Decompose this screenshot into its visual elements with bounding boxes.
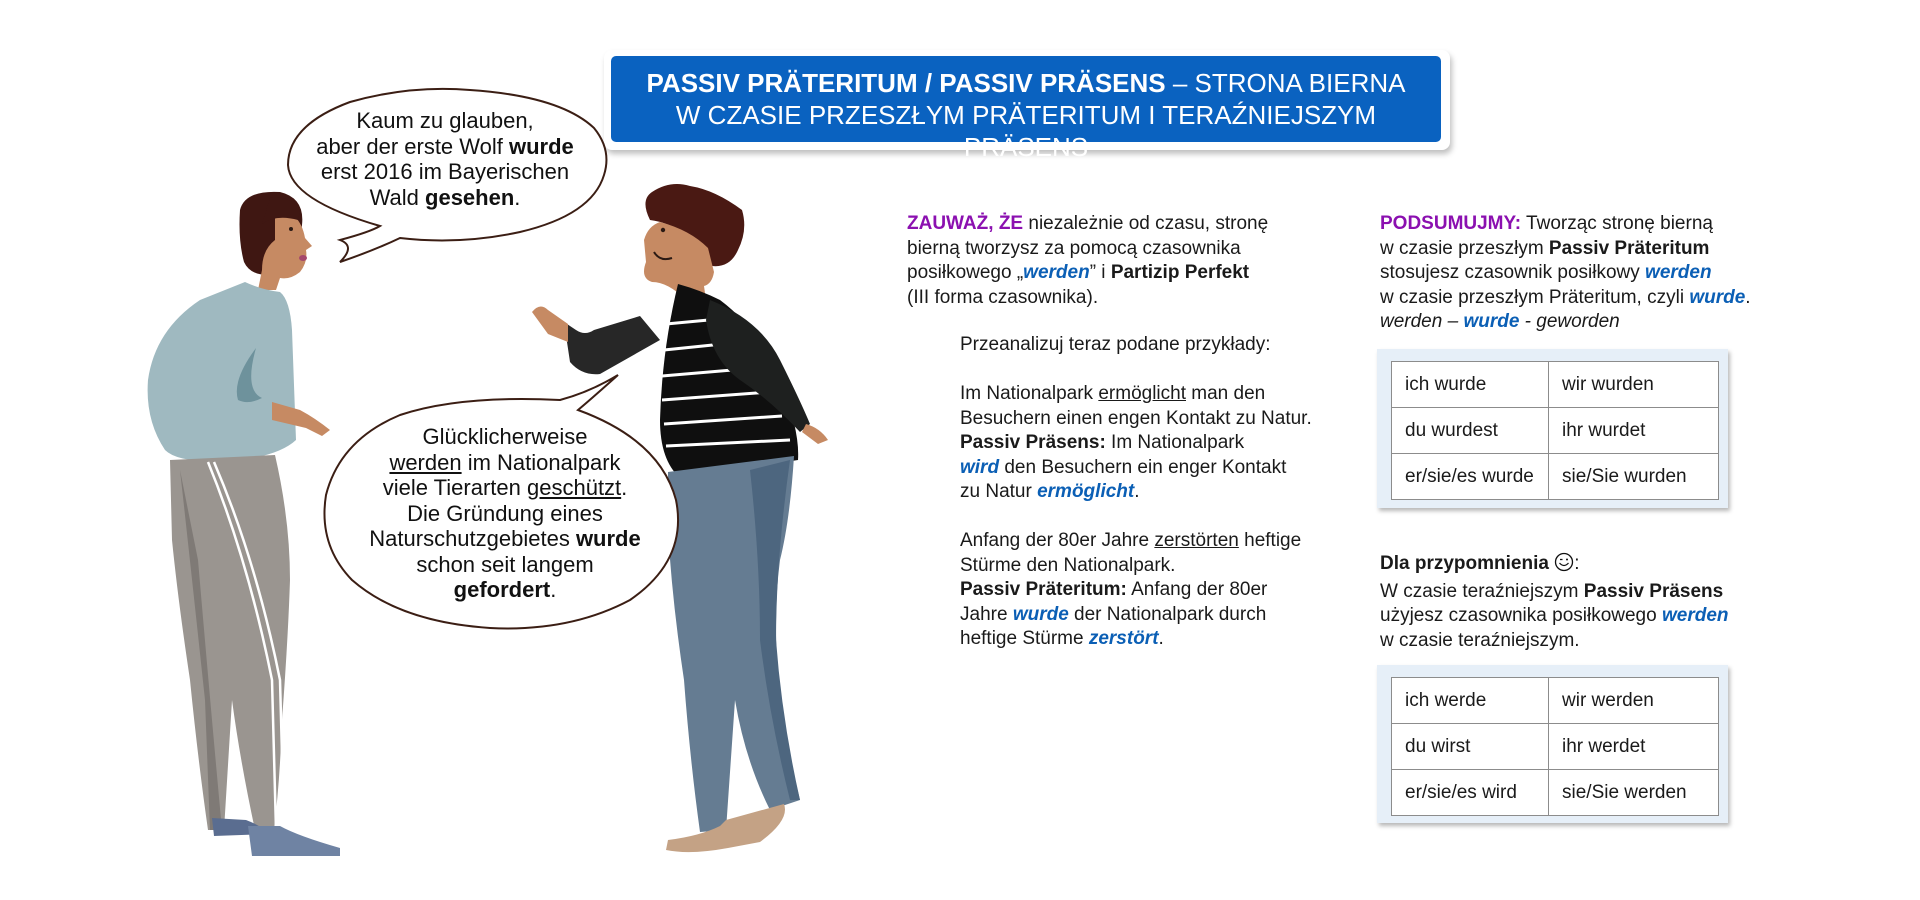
bubble-2-line: Naturschutzgebietes wurde (369, 526, 641, 551)
note-line: (III forma czasownika). (907, 286, 1099, 308)
bubble-1-line: aber der erste Wolf wurde (316, 133, 574, 159)
winking-smiley-icon (1554, 552, 1574, 580)
table-cell: du wirst (1392, 724, 1549, 770)
table-row (1392, 678, 1719, 724)
bubble-1-line: Wald gesehen. (369, 184, 521, 210)
table-cell: er/sie/es wurde (1392, 454, 1549, 500)
table-cell: ihr wurdet (1549, 408, 1719, 454)
bubble-1-line: erst 2016 im Bayerischen (320, 159, 570, 184)
table-row (1392, 770, 1719, 816)
table-cell: ihr werdet (1549, 724, 1719, 770)
note-line: posiłkowego „werden” i Partizip Perfekt (907, 262, 1250, 283)
examples-intro: Przeanalizuj teraz podane przykłady: (960, 334, 1271, 355)
table-cell: ich werde (1392, 678, 1549, 724)
examples-section (960, 333, 1360, 652)
table-row (1392, 362, 1719, 408)
bubble-2-line: gefordert. (453, 577, 557, 602)
table-cell: wir wurden (1549, 362, 1719, 408)
table-cell: sie/Sie werden (1549, 770, 1719, 816)
bubble-1-line: Kaum zu glauben, (356, 108, 534, 133)
example-2: Anfang der 80er Jahre zerstörten heftige Stürme den Nationalpark. Passiv Präteritum: Anfang der 80er Jahre wurde der Nationalpark durch heftige Stürme zerstört. (960, 530, 1302, 649)
banner-title-bold: PASSIV PRÄTERITUM / PASSIV PRÄSENS (646, 68, 1166, 98)
table-row (1392, 408, 1719, 454)
bubble-2-line: viele Tierarten geschützt. (382, 475, 628, 500)
summary-paragraph: PODSUMUJMY: Tworząc stronę bierną w czasie przeszłym Passiv Präteritum stosujesz czasownik posiłkowy werden w czasie przeszłym Präteritum, czyli wurde. werden – wurde - geworden (1380, 213, 1751, 332)
title-banner (611, 56, 1441, 162)
table-cell: er/sie/es wird (1392, 770, 1549, 816)
banner-subtitle: W CZASIE PRZESZŁYM PRÄTERITUM I TERAŹNIEJSZYM PRÄSENS (675, 100, 1377, 162)
table-cell: wir werden (1549, 678, 1719, 724)
praeteritum-conjugation-table (1391, 361, 1719, 500)
bubble-2-line: schon seit langem (416, 551, 594, 577)
note-paragraph (907, 212, 1347, 310)
banner-title-rest: – STRONA BIERNA (1165, 68, 1406, 98)
praesens-conjugation-table (1391, 677, 1719, 816)
bubble-2-line: Die Gründung eines (407, 500, 603, 526)
summary-label: PODSUMUJMY: (1380, 213, 1522, 234)
table-cell: du wurdest (1392, 408, 1549, 454)
table-cell: ich wurde (1392, 362, 1549, 408)
note-line: bierną tworzysz za pomocą czasownika (907, 237, 1241, 259)
speech-bubble-1 (295, 108, 595, 210)
speech-bubble-2 (340, 424, 670, 603)
banner-title (611, 67, 1441, 99)
reminder-label: Dla przypomnienia (1380, 553, 1549, 574)
bubble-2-line: werden im Nationalpark (389, 449, 621, 475)
table-row (1392, 454, 1719, 500)
note-line: ZAUWAŻ, ŻE niezależnie od czasu, stronę (907, 213, 1269, 234)
example-1: Im Nationalpark ermöglicht man den Besuchern einen engen Kontakt zu Natur. Passiv Präsens: Im Nationalpark wird den Besuchern ein enger Kontakt zu Natur ermöglicht. (960, 383, 1312, 502)
table-cell: sie/Sie wurden (1549, 454, 1719, 500)
reminder-paragraph: Dla przypomnienia : W czasie teraźniejszym Passiv Präsens użyjesz czasownika posiłkowego werden w czasie teraźniejszym. (1380, 553, 1729, 651)
note-label: ZAUWAŻ, ŻE (907, 213, 1024, 234)
table-row (1392, 724, 1719, 770)
bubble-2-line: Glücklicherweise (422, 424, 588, 449)
